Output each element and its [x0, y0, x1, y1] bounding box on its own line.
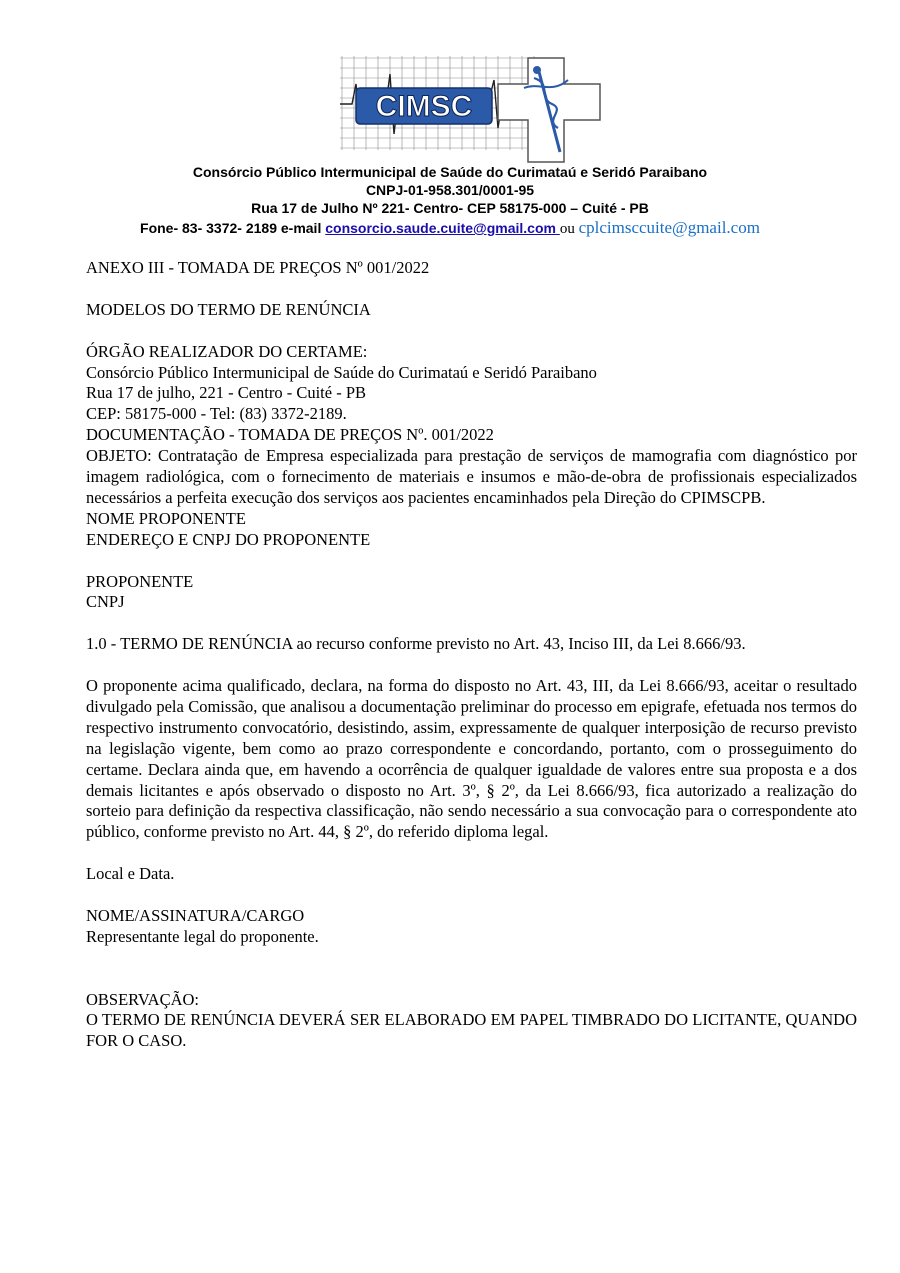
place-date: Local e Data.: [86, 864, 175, 884]
cimsc-logo: [338, 54, 608, 166]
organ-heading: ÓRGÃO REALIZADOR DO CERTAME:: [86, 341, 368, 361]
header-org-name: Consórcio Público Intermunicipal de Saúde do Curimataú e Seridó Paraibano: [192, 164, 708, 180]
proponent-address-label: ENDEREÇO E CNPJ DO PROPONENTE: [86, 529, 371, 549]
organ-cep: CEP: 58175-000 - Tel: (83) 3372-2189.: [86, 404, 347, 424]
email-link-consorcio[interactable]: consorcio.saude.cuite@gmail.com: [325, 220, 560, 236]
organ-address: Rua 17 de julho, 221 - Centro - Cuité - PB: [86, 383, 367, 403]
documentation-line: DOCUMENTAÇÃO - TOMADA DE PREÇOS Nº. 001/2022: [86, 425, 494, 445]
organ-name: Consórcio Público Intermunicipal de Saúde do Curimataú e Seridó Paraibano: [86, 362, 597, 382]
header-cnpj: CNPJ-01-958.301/0001-95: [365, 182, 535, 198]
term-heading: 1.0 - TERMO DE RENÚNCIA ao recurso conforme previsto no Art. 43, Inciso III, da Lei 8.666/93.: [86, 634, 746, 654]
header-address: Rua 17 de Julho Nº 221- Centro- CEP 58175-000 – Cuité - PB: [251, 200, 649, 216]
declaration-paragraph: O proponente acima qualificado, declara, na forma do disposto no Art. 43, III, da Lei 8.666/93, aceitar o resultado divulgado pela Comissão, que analisou a documentação preliminar do processo em epigrafe, efetuada nos termos do respectivo instrumento convocatório, desistindo, assim, expressamente de qualquer interposição de recurso previsto na legislação vigente, bem como ao prazo correspondente e concordando, portanto, com o prosseguimento do certame. Declara ainda que, em havendo a ocorrência de qualquer igualdade de valores entre sua proposta e a dos demais licitantes e após observado o disposto no Art. 3º, § 2º, da Lei 8.666/93, fica autorizado a realização do sorteio para definição da respectiva classificação, não sendo necessário a sua convocação para o correspondente ato público, conforme previsto no Art. 44, § 2º, do referido diploma legal.: [86, 676, 857, 842]
proponent-name-label: NOME PROPONENTE: [86, 508, 246, 528]
object-paragraph: OBJETO: Contratação de Empresa especializada para prestação de serviços de mamografia com diagnóstico por imagem radiológica, com o fornecimento de materiais e insumos e mão-de-obra de profissionais especializados necessários a perfeita execução dos serviços aos pacientes encaminhados pela Direção do CPIMSCPB.: [86, 446, 857, 507]
email-link-cpl[interactable]: cplcimsccuite@gmail.com: [578, 218, 760, 237]
header-phone: Fone- 83- 3372- 2189 e-mail: [140, 220, 326, 236]
representative-line: Representante legal do proponente.: [86, 926, 319, 946]
annex-title: ANEXO III - TOMADA DE PREÇOS Nº 001/2022: [86, 258, 430, 277]
observation-text: O TERMO DE RENÚNCIA DEVERÁ SER ELABORADO EM PAPEL TIMBRADO DO LICITANTE, QUANDO FOR O CASO.: [86, 1010, 857, 1051]
logo-text: CIMSC: [375, 90, 473, 123]
cnpj-label: CNPJ: [86, 592, 125, 612]
document-body: [86, 258, 857, 1052]
proponent-label: PROPONENTE: [86, 571, 194, 591]
signature-line: NOME/ASSINATURA/CARGO: [86, 905, 305, 925]
header-contact: [0, 218, 900, 238]
models-title: MODELOS DO TERMO DE RENÚNCIA: [86, 299, 371, 319]
or-text: ou: [559, 221, 579, 237]
observation-heading: OBSERVAÇÃO:: [86, 989, 199, 1009]
